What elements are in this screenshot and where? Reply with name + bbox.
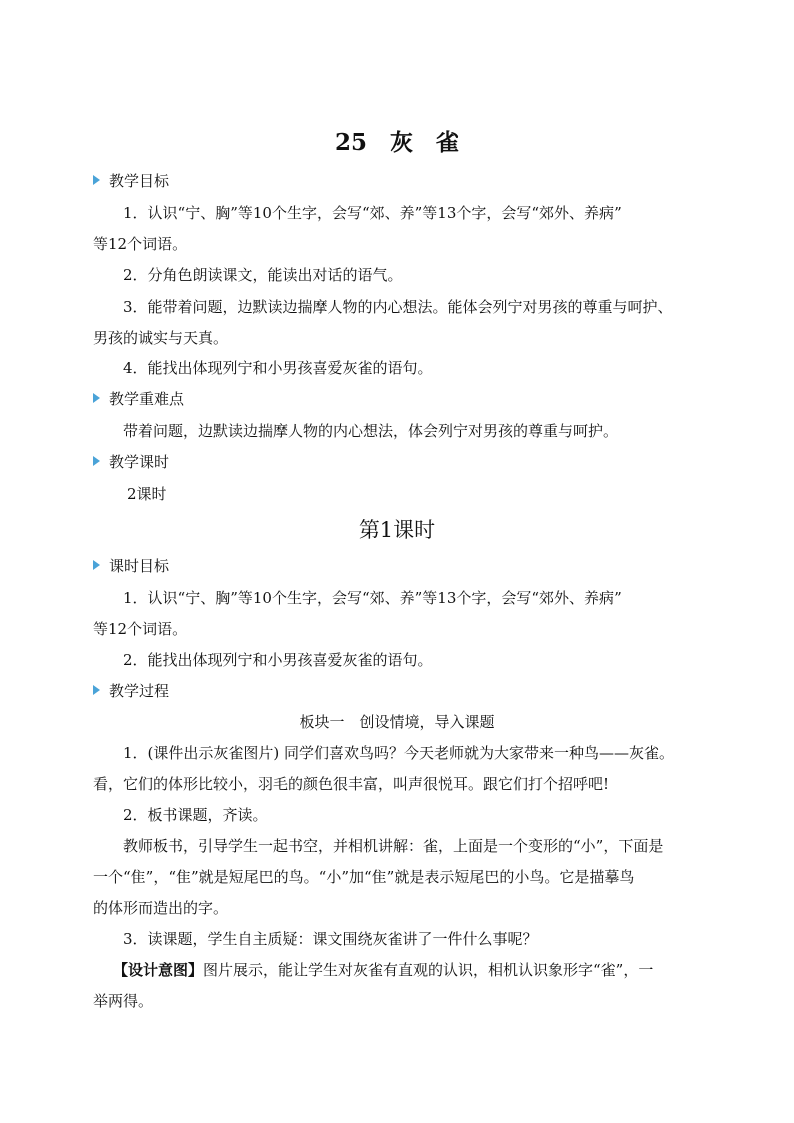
heading-label: 课时目标 — [109, 557, 170, 575]
period-goal-1-line-b: 等12个词语。 — [93, 620, 188, 638]
goal-2: 2．分角色朗读课文，能读出对话的语气。 — [123, 266, 403, 284]
triangle-marker-icon — [93, 175, 100, 185]
paragraph-3-line-b: 一个“隹”，“隹”就是短尾巴的鸟。“小”加“隹”就是表示短尾巴的小鸟。它是描摹鸟 — [93, 868, 635, 886]
heading-label: 教学目标 — [109, 172, 170, 190]
design-intent-line-b: 举两得。 — [93, 992, 154, 1010]
goal-3-line-a: 3．能带着问题，边默读边揣摩人物的内心想法。能体会列宁对男孩的尊重与呵护、 — [123, 298, 673, 316]
triangle-marker-icon — [93, 685, 100, 695]
section-heading-goals — [93, 171, 169, 191]
paragraph-1-line-a: 1．(课件出示灰雀图片) 同学们喜欢鸟吗？今天老师就为大家带来一种鸟——灰雀。 — [123, 744, 675, 762]
design-intent-label: 【设计意图】 — [113, 961, 204, 979]
triangle-marker-icon — [93, 456, 100, 466]
lesson-title: 25 灰 雀 — [334, 129, 459, 156]
section-heading-process — [93, 681, 169, 701]
section-heading-key-points — [93, 389, 184, 409]
periods-text: 2课时 — [127, 485, 167, 503]
section-heading-period-goals — [93, 556, 169, 576]
period-goal-2: 2．能找出体现列宁和小男孩喜爱灰雀的语句。 — [123, 651, 433, 669]
goal-1-line-b: 等12个词语。 — [93, 235, 188, 253]
paragraph-4: 3．读课题，学生自主质疑：课文围绕灰雀讲了一件什么事呢？ — [123, 930, 538, 948]
block-1-title: 板块一 创设情境，导入课题 — [299, 713, 495, 731]
goal-1-line-a: 1．认识“宁、胸”等10个生字，会写“郊、养”等13个字，会写“郊外、养病” — [123, 204, 622, 222]
heading-label: 教学过程 — [109, 682, 170, 700]
paragraph-3-line-a: 教师板书，引导学生一起书空，并相机讲解：雀，上面是一个变形的“小”，下面是 — [123, 837, 664, 855]
paragraph-1-line-b: 看，它们的体形比较小，羽毛的颜色很丰富，叫声很悦耳。跟它们打个招呼吧! — [93, 775, 610, 793]
key-points-text: 带着问题，边默读边揣摩人物的内心想法，体会列宁对男孩的尊重与呵护。 — [123, 422, 619, 440]
triangle-marker-icon — [93, 560, 100, 570]
period-goal-1-line-a: 1．认识“宁、胸”等10个生字，会写“郊、养”等13个字，会写“郊外、养病” — [123, 589, 622, 607]
design-intent-line-a — [113, 960, 653, 980]
section-heading-periods — [93, 452, 169, 472]
triangle-marker-icon — [93, 393, 100, 403]
paragraph-2: 2．板书课题，齐读。 — [123, 806, 268, 824]
goal-3-line-b: 男孩的诚实与天真。 — [93, 329, 229, 347]
heading-label: 教学重难点 — [109, 390, 185, 408]
goal-4: 4．能找出体现列宁和小男孩喜爱灰雀的语句。 — [123, 359, 433, 377]
design-intent-text: 图片展示，能让学生对灰雀有直观的认识，相机认识象形字“雀”，一 — [203, 961, 654, 979]
lesson-1-title: 第1课时 — [358, 518, 436, 542]
heading-label: 教学课时 — [109, 453, 170, 471]
paragraph-3-line-c: 的体形而造出的字。 — [93, 899, 229, 917]
